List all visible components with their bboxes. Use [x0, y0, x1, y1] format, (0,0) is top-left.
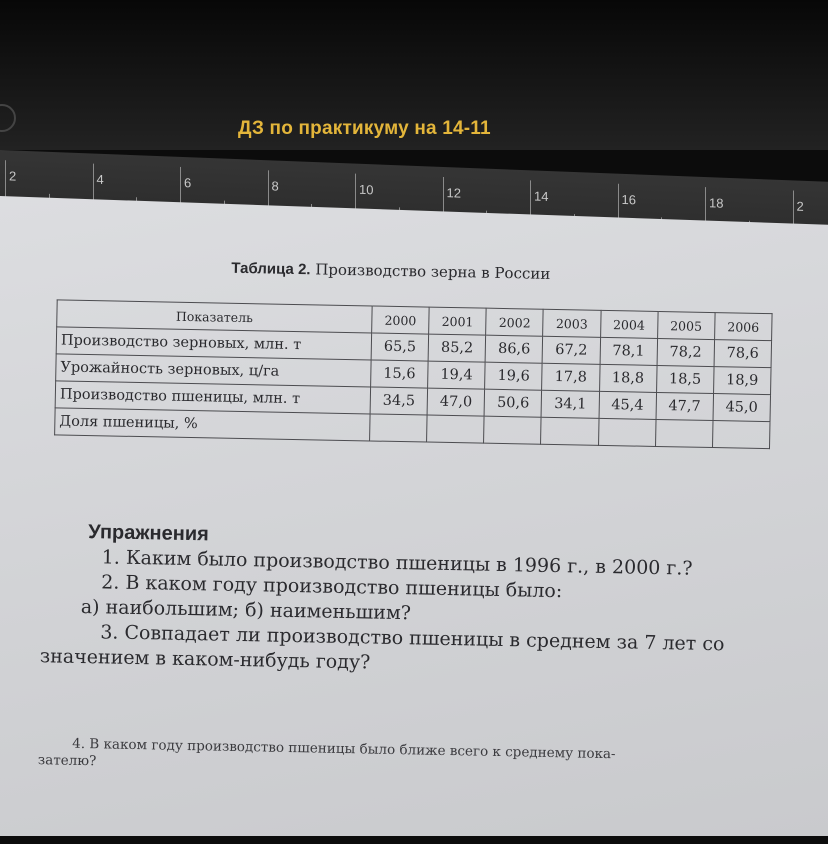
caption-lead: Таблица 2. — [231, 259, 311, 279]
table-cell — [712, 421, 770, 449]
year-header: 2002 — [486, 308, 544, 336]
year-header: 2005 — [657, 311, 715, 339]
table-cell: 65,5 — [371, 333, 429, 361]
exercises-heading: Упражнения — [88, 521, 209, 546]
table-cell: 67,2 — [543, 336, 601, 364]
table-cell: 19,4 — [428, 361, 486, 389]
table-cell — [598, 418, 656, 446]
ruler-number: 18 — [709, 195, 724, 211]
exercise-question-2: 2. В каком году производство пшеницы было: — [101, 571, 563, 603]
ruler-number: 16 — [621, 191, 636, 208]
table-cell: 85,2 — [428, 334, 486, 362]
table-cell: 34,1 — [541, 390, 599, 418]
ruler-number: 2 — [9, 168, 17, 184]
table-cell: 47,0 — [427, 388, 485, 416]
table-cell — [370, 414, 428, 442]
table-cell — [484, 416, 542, 444]
circle-icon[interactable] — [0, 104, 16, 132]
year-header: 2006 — [714, 313, 772, 341]
row-label: Производство зерновых, млн. т — [56, 327, 371, 360]
table-cell: 18,9 — [713, 367, 771, 395]
table-cell: 45,0 — [713, 394, 771, 422]
table-cell: 78,2 — [657, 338, 715, 366]
exercise-question-1: 1. Каким было производство пшеницы в 1996 г., в 2000 г.? — [101, 546, 693, 580]
caption-text: Производство зерна в России — [315, 260, 551, 283]
table-cell: 78,6 — [714, 340, 772, 368]
exercise-question-3: 3. Совпадает ли производство пшеницы в среднем за 7 лет со — [100, 621, 725, 656]
table-cell: 15,6 — [371, 360, 429, 388]
table-cell: 45,4 — [599, 391, 657, 419]
table-cell: 78,1 — [600, 337, 658, 365]
table-cell — [655, 419, 713, 447]
ruler-number: 14 — [534, 188, 549, 205]
table-cell: 50,6 — [484, 389, 542, 417]
table-cell: 18,5 — [656, 365, 714, 393]
table-cell — [541, 417, 599, 445]
exercise-question-2-options: а) наибольшим; б) наименьшим? — [80, 595, 412, 625]
app-header-bar — [0, 0, 828, 150]
grain-production-table — [54, 299, 772, 449]
exercise-question-4-line: зателю? — [37, 752, 97, 770]
table-cell: 18,8 — [599, 364, 657, 392]
ruler-number: 8 — [271, 178, 279, 194]
row-label: Урожайность зерновых, ц/га — [56, 354, 371, 387]
table-cell: 86,6 — [485, 335, 543, 363]
exercise-question-4-line: 4. В каком году производство пшеницы было ближе всего к среднему пока- — [72, 735, 616, 763]
year-header: 2003 — [543, 309, 601, 337]
year-header: 2000 — [372, 306, 430, 334]
year-header: 2004 — [600, 310, 658, 338]
header-label: Показатель — [57, 300, 372, 333]
ruler-number: 4 — [96, 171, 104, 187]
ruler-number: 12 — [446, 185, 461, 201]
table-cell: 19,6 — [485, 362, 543, 390]
table-cell: 34,5 — [370, 387, 428, 415]
document-title: ДЗ по практикуму на 14-11 — [238, 118, 491, 139]
table-caption — [231, 259, 550, 283]
table-cell: 17,8 — [542, 363, 600, 391]
ruler-number: 10 — [359, 181, 374, 198]
row-label: Производство пшеницы, млн. т — [55, 381, 370, 414]
exercise-question-4 — [38, 735, 769, 783]
exercise-question-3-continued: значением в каком-нибудь году? — [39, 645, 371, 674]
year-header: 2001 — [429, 307, 487, 335]
document-page — [0, 188, 828, 844]
ruler-number: 2 — [796, 198, 804, 214]
exercises-section — [40, 519, 783, 683]
ruler-number: 6 — [184, 175, 192, 191]
table-cell: 47,7 — [656, 392, 714, 420]
row-label: Доля пшеницы, % — [55, 408, 370, 441]
table-cell — [427, 415, 485, 443]
